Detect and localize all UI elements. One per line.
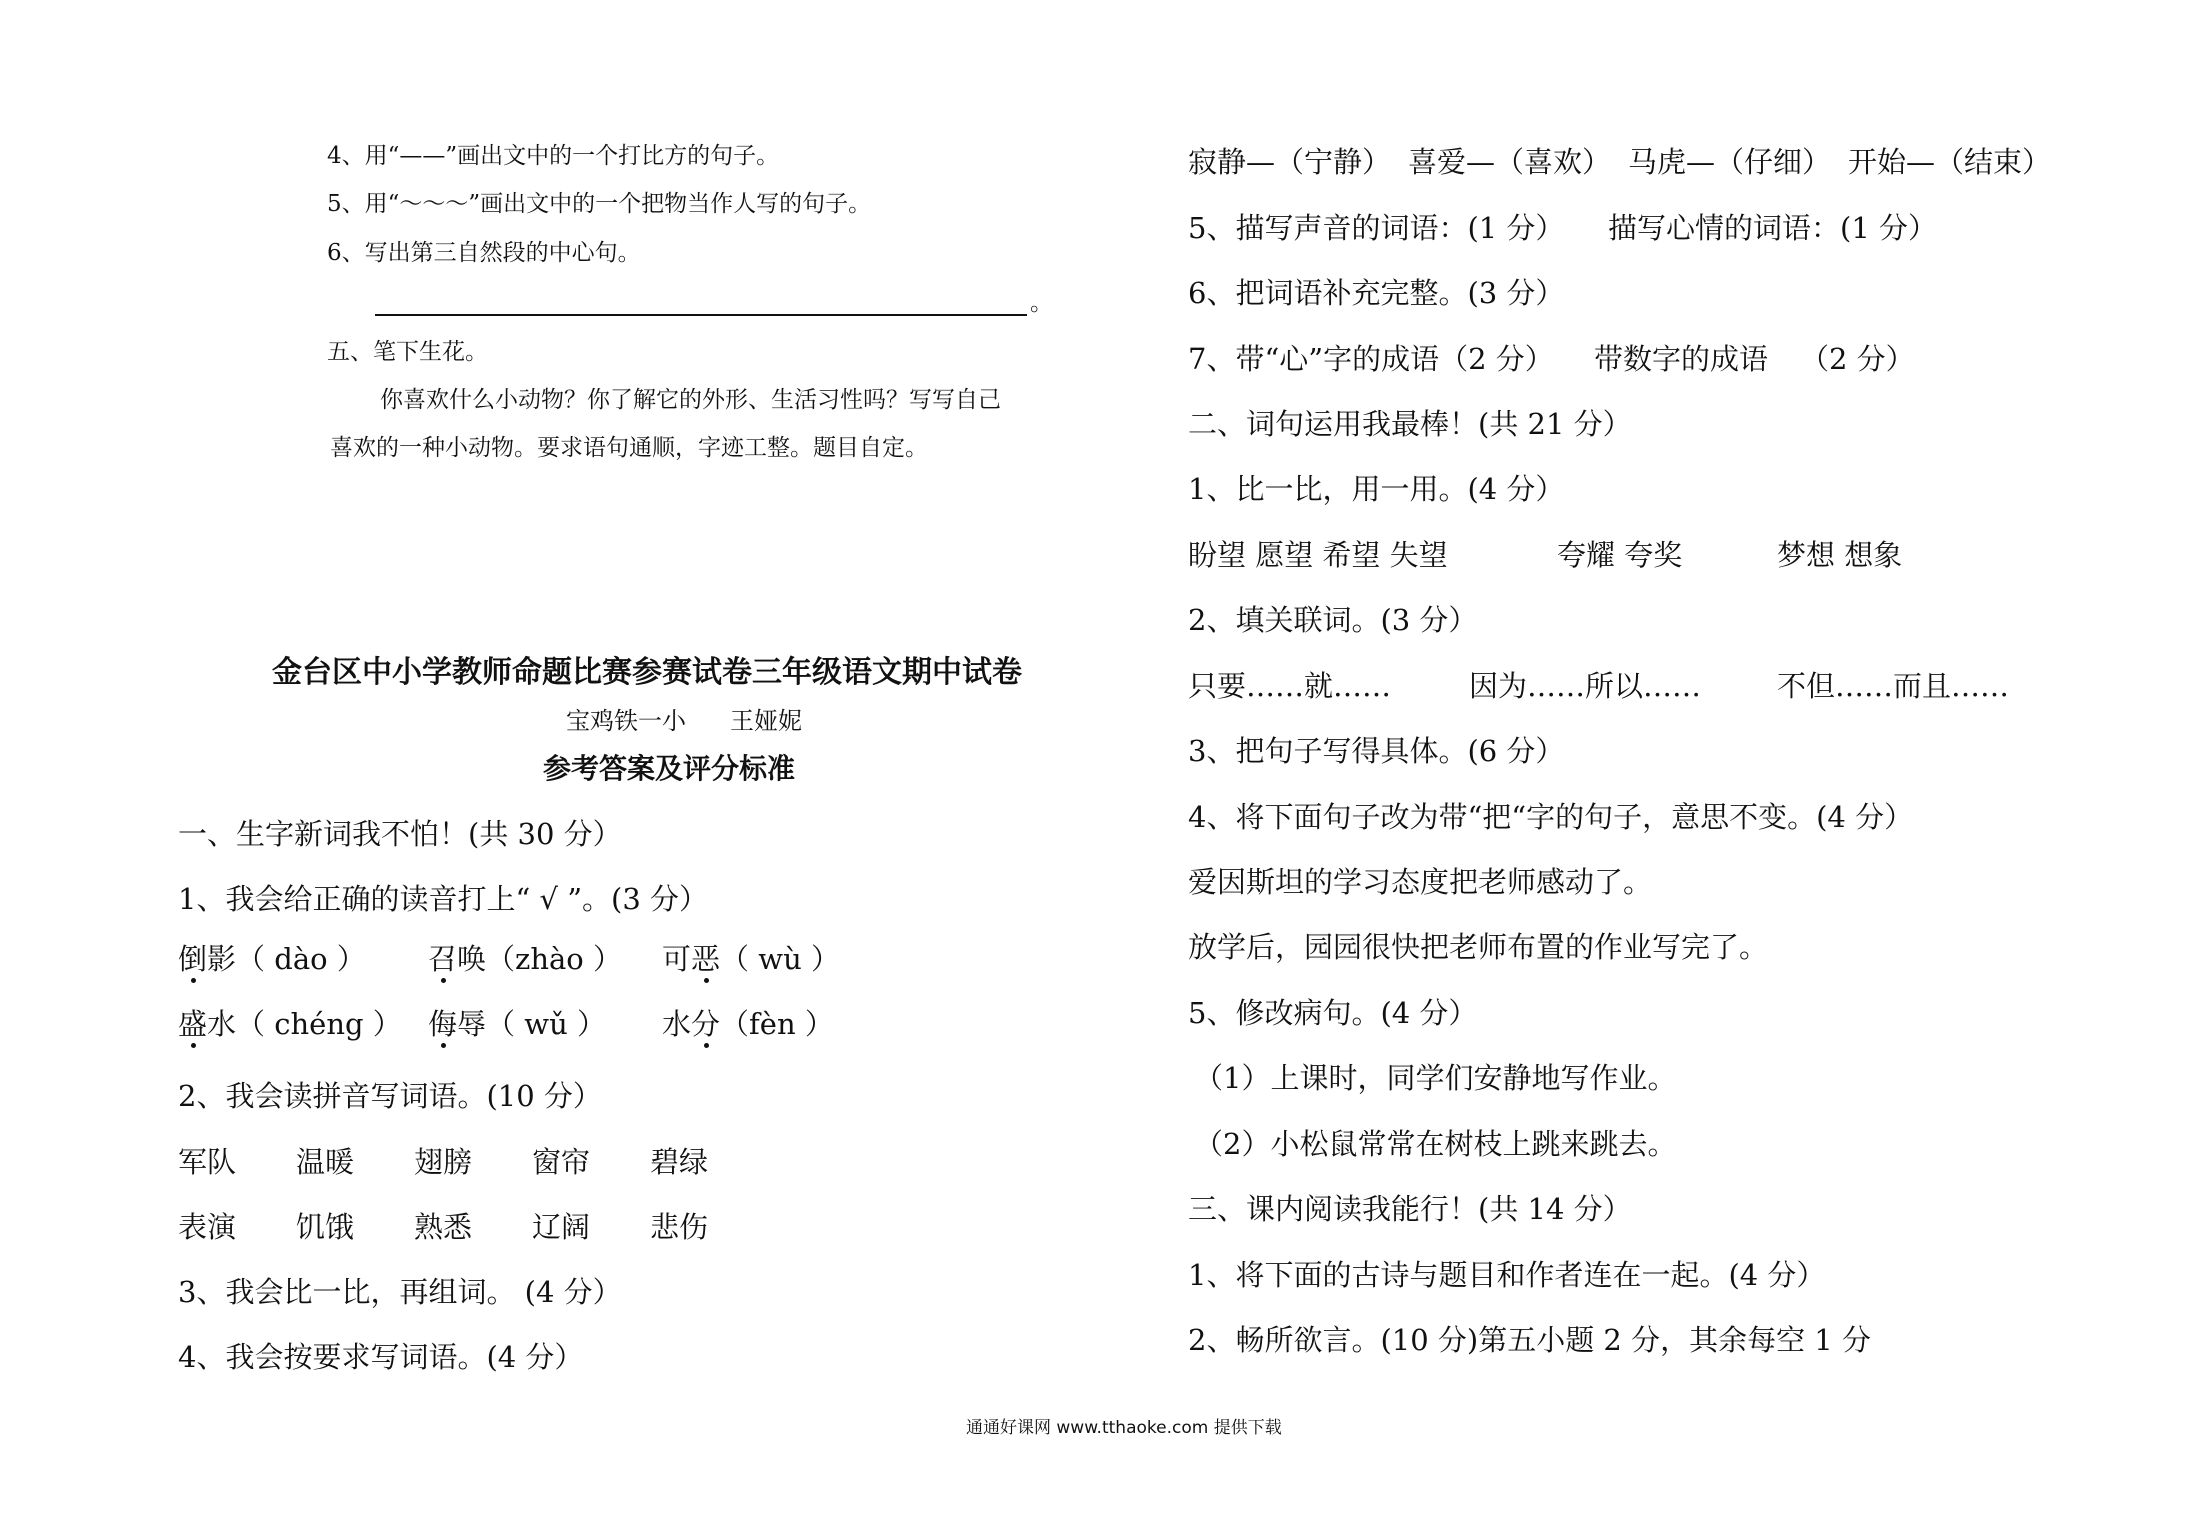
s2-q2: 2、填关联词。(3 分）: [1188, 603, 1478, 637]
word-item: 熟悉: [414, 1210, 473, 1244]
s2-q3: 3、把句子写得具体。(6 分）: [1188, 734, 1565, 768]
answer-key-title: 参考答案及评分标准: [543, 752, 796, 785]
char: 可: [662, 942, 692, 976]
char: 唤: [457, 942, 487, 976]
answer-blank-line: [375, 314, 1027, 316]
left-q6: 6、写出第三自然段的中心句。: [327, 240, 641, 266]
pinyin-answer: zhào: [515, 942, 584, 976]
section-5-text-line2: 喜欢的一种小动物。要求语句通顺，字迹工整。题目自定。: [330, 435, 928, 461]
antonym-word: 寂静—: [1188, 145, 1276, 179]
r-q6: 6、把词语补充完整。(3 分）: [1188, 276, 1565, 310]
s2-q2-group1: 只要……就……: [1188, 669, 1392, 703]
word-item: 辽阔: [532, 1210, 591, 1244]
word-item: 碧绿: [650, 1145, 709, 1179]
section-5-text-line1: 你喜欢什么小动物？你了解它的外形、生活习性吗？写写自己: [380, 387, 1001, 413]
pinyin-item: 倒影（ dào ）: [178, 942, 366, 976]
s1-q3: 3、我会比一比，再组词。 (4 分）: [178, 1275, 622, 1309]
dotted-char: 盛: [178, 1007, 208, 1041]
s2-q4-sentence-b: 放学后，园园很快把老师布置的作业写完了。: [1188, 930, 1769, 964]
dotted-char: 分: [691, 1007, 721, 1041]
word-item: 军队: [178, 1145, 237, 1179]
antonym-answer: （喜欢）: [1495, 145, 1612, 179]
antonym-answer: （仔细）: [1715, 145, 1832, 179]
s2-q2-group3: 不但……而且……: [1777, 669, 2010, 703]
dotted-char: 恶: [691, 942, 721, 976]
blank-period: 。: [1030, 290, 1053, 316]
pinyin-answer: fèn: [749, 1007, 796, 1041]
word-item: 表演: [178, 1210, 237, 1244]
s2-q1-group3: 梦想 想象: [1777, 538, 1903, 572]
author-name: 王娅妮: [730, 707, 802, 735]
school-name: 宝鸡铁一小: [566, 707, 686, 735]
char: 水: [662, 1007, 692, 1041]
antonym-pair: [1408, 145, 1612, 179]
antonym-word: 马虎—: [1628, 145, 1716, 179]
s2-q5-sentence-a: （1）上课时，同学们安静地写作业。: [1194, 1061, 1677, 1095]
antonym-word: 喜爱—: [1408, 145, 1496, 179]
section-1-heading: 一、生字新词我不怕！(共 30 分）: [178, 817, 622, 851]
exam-title: 金台区中小学教师命题比赛参赛试卷三年级语文期中试卷: [272, 655, 1022, 690]
s2-q4-sentence-a: 爱因斯坦的学习态度把老师感动了。: [1188, 865, 1653, 899]
s2-q4: 4、将下面句子改为带“把“字的句子，意思不变。(4 分）: [1188, 800, 1914, 834]
pinyin-item: 召唤（zhào ）: [428, 942, 622, 976]
antonym-pair: [1188, 145, 1392, 179]
antonym-answer: （结束）: [1935, 145, 2052, 179]
word-item: 温暖: [296, 1145, 355, 1179]
pinyin-answer: wù: [758, 942, 802, 976]
s2-q2-group2: 因为……所以……: [1469, 669, 1702, 703]
section-2-heading: 二、词句运用我最棒！(共 21 分）: [1188, 407, 1632, 441]
s2-q1: 1、比一比，用一用。(4 分）: [1188, 472, 1565, 506]
antonym-pair: [1628, 145, 1832, 179]
r-q7b: 带数字的成语: [1594, 342, 1769, 376]
footer-credit: 通通好课网 www.tthaoke.com 提供下载: [966, 1418, 1282, 1438]
dotted-char: 倒: [178, 942, 208, 976]
r-q7c: （2 分）: [1800, 342, 1915, 376]
left-q4: 4、用“——”画出文中的一个打比方的句子。: [327, 143, 780, 169]
pinyin-item: 盛水（ chéng ）: [178, 1007, 402, 1041]
s2-q5-sentence-b: （2）小松鼠常常在树枝上跳来跳去。: [1194, 1127, 1677, 1161]
section-5-heading: 五、笔下生花。: [327, 339, 488, 365]
r-q7a: 7、带“心”字的成语（2 分）: [1188, 342, 1554, 376]
antonym-pair: [1848, 145, 2052, 179]
pinyin-answer: wǔ: [524, 1007, 568, 1041]
dotted-char: 侮: [428, 1007, 458, 1041]
s1-q4: 4、我会按要求写词语。(4 分）: [178, 1340, 584, 1374]
antonym-word: 开始—: [1848, 145, 1936, 179]
char: 影: [207, 942, 237, 976]
s3-q1: 1、将下面的古诗与题目和作者连在一起。(4 分）: [1188, 1258, 1826, 1292]
word-item: 悲伤: [650, 1210, 709, 1244]
s2-q1-group1: 盼望 愿望 希望 失望: [1188, 538, 1448, 572]
pinyin-item: 水分（fèn ）: [662, 1007, 834, 1041]
left-q5: 5、用“～～～”画出文中的一个把物当作人写的句子。: [327, 191, 872, 217]
r-q5b: 描写心情的词语：(1 分）: [1608, 211, 1937, 245]
s2-q1-group2: 夸耀 夸奖: [1557, 538, 1683, 572]
s1-q2: 2、我会读拼音写词语。(10 分）: [178, 1079, 602, 1113]
char: 辱: [457, 1007, 487, 1041]
word-item: 翅膀: [414, 1145, 473, 1179]
pinyin-answer: chéng: [274, 1007, 364, 1041]
pinyin-item: 侮辱（ wǔ ）: [428, 1007, 606, 1041]
s2-q5: 5、修改病句。(4 分）: [1188, 996, 1478, 1030]
char: 水: [207, 1007, 237, 1041]
dotted-char: 召: [428, 942, 458, 976]
word-item: 饥饿: [296, 1210, 355, 1244]
section-3-heading: 三、课内阅读我能行！(共 14 分）: [1188, 1192, 1632, 1226]
s3-q2: 2、畅所欲言。(10 分)第五小题 2 分，其余每空 1 分: [1188, 1323, 1871, 1357]
word-item: 窗帘: [532, 1145, 591, 1179]
r-q5a: 5、描写声音的词语：(1 分）: [1188, 211, 1565, 245]
pinyin-answer: dào: [274, 942, 328, 976]
pinyin-item: 可恶（ wù ）: [662, 942, 840, 976]
antonym-answer: （宁静）: [1275, 145, 1392, 179]
s1-q1: 1、我会给正确的读音打上“ √ ”。(3 分）: [178, 882, 709, 916]
